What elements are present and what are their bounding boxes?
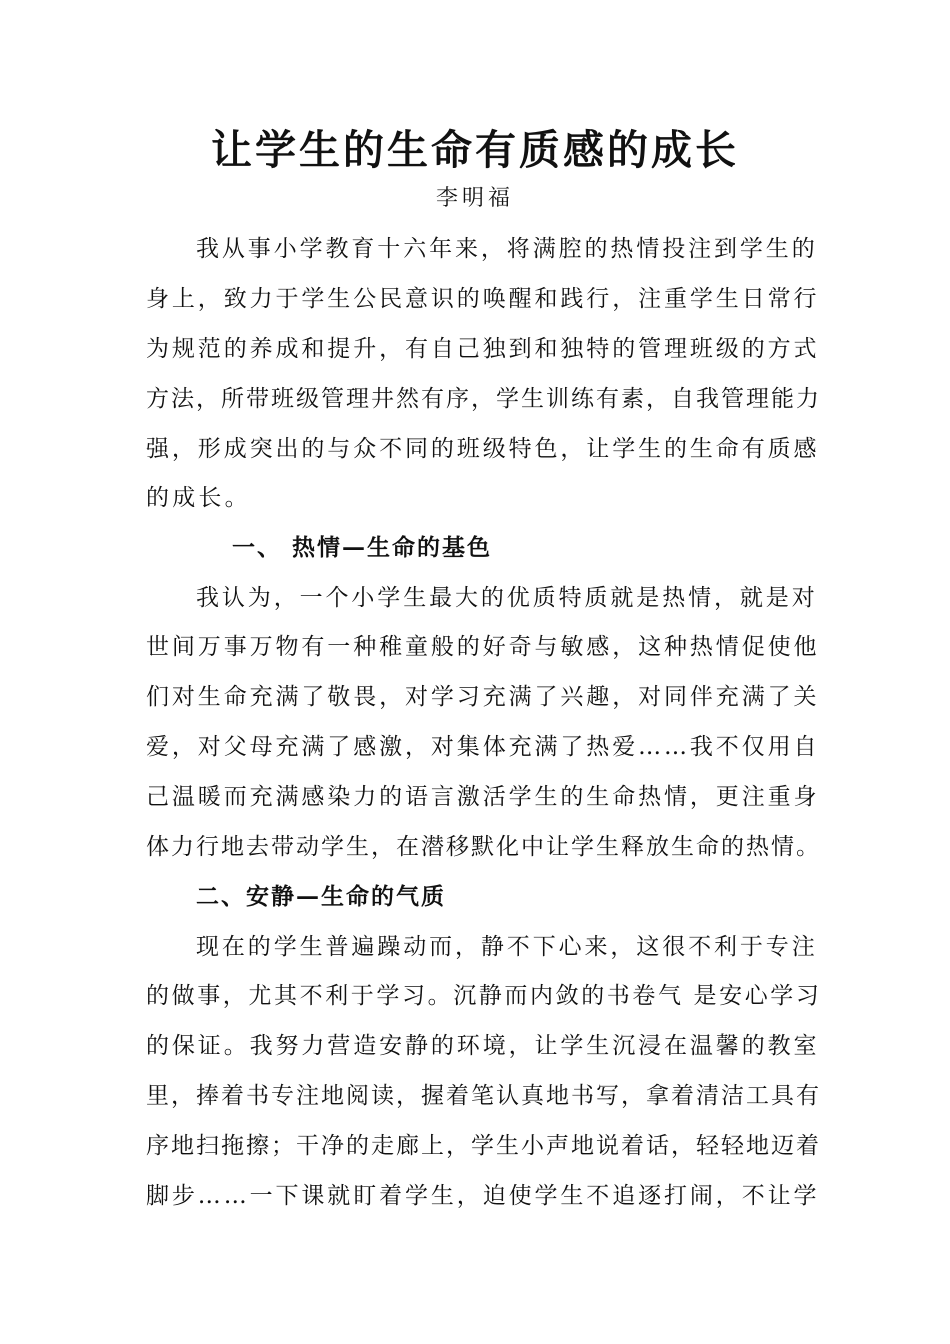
document-title: 让学生的生命有质感的成长 xyxy=(211,126,739,174)
paragraph-line: 现在的学生普遍躁动而，静不下心来，这很不利于专注 xyxy=(196,934,818,960)
document-author: 李明福 xyxy=(435,186,514,211)
paragraph-line: 我认为，一个小学生最大的优质特质就是热情，就是对 xyxy=(196,585,818,611)
paragraph-line: 世间万事万物有一种稚童般的好奇与敏感，这种热情促使他 xyxy=(146,634,820,660)
paragraph-line: 里，捧着书专注地阅读，握着笔认真地书写，拿着清洁工具有 xyxy=(146,1083,821,1109)
section-heading: 一、 热情—生命的基色 xyxy=(232,534,493,561)
paragraph-line: 序地扫拖擦；干净的走廊上，学生小声地说着话，轻轻地迈着 xyxy=(146,1133,821,1159)
intro-line: 方法，所带班级管理井然有序，学生训练有素，自我管理能力 xyxy=(146,386,821,412)
paragraph-line: 们对生命充满了敬畏，对学习充满了兴趣，对同伴充满了关 xyxy=(146,684,820,710)
paragraph-line: 的做事，尤其不利于学习。沉静而内敛的书卷气 是安心学习 xyxy=(146,983,822,1009)
intro-line: 为规范的养成和提升，有自己独到和独特的管理班级的方式 xyxy=(146,336,820,362)
paragraph-line: 体力行地去带动学生，在潜移默化中让学生释放生命的热情。 xyxy=(146,834,821,860)
paragraph-line: 的保证。我努力营造安静的环境，让学生沉浸在温馨的教室 xyxy=(146,1033,820,1059)
intro-line: 的成长。 xyxy=(146,485,251,511)
intro-line: 我从事小学教育十六年来，将满腔的热情投注到学生的 xyxy=(196,236,818,262)
paragraph-line: 爱，对父母充满了感激，对集体充满了热爱……我不仅用自 xyxy=(146,734,820,760)
intro-line: 身上，致力于学生公民意识的唤醒和践行，注重学生日常行 xyxy=(146,286,820,312)
paragraph-line: 脚步……一下课就盯着学生，迫使学生不追逐打闹，不让学 xyxy=(146,1183,820,1209)
section-heading: 二、安静—生命的气质 xyxy=(196,883,446,910)
intro-line: 强，形成突出的与众不同的班级特色，让学生的生命有质感 xyxy=(146,436,820,462)
paragraph-line: 己温暖而充满感染力的语言激活学生的生命热情，更注重身 xyxy=(146,784,820,810)
